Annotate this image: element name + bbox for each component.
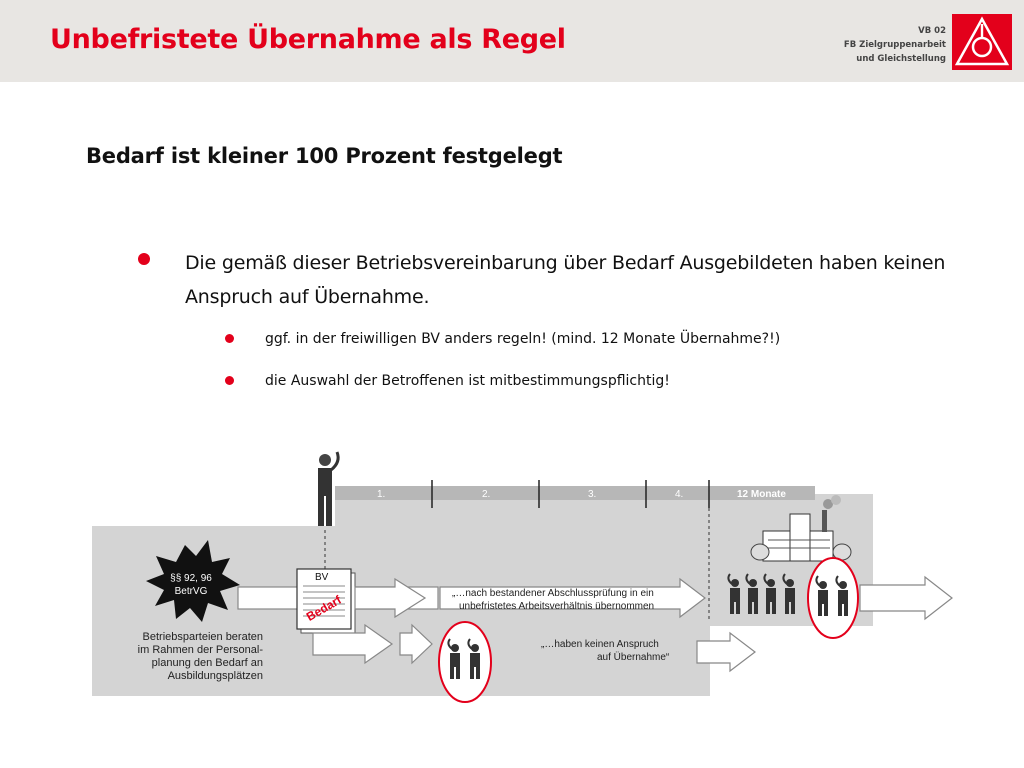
bullet-dot xyxy=(225,334,234,343)
timeline-label-12-months: 12 Monate xyxy=(737,489,786,500)
timeline-label-4: 4. xyxy=(675,489,684,500)
arrow-lower-text-line2: auf Übernahme“ xyxy=(597,652,670,663)
sub-bullet-text-2: die Auswahl der Betroffenen ist mitbestimmungspflichtig! xyxy=(265,373,670,389)
bullet-dot xyxy=(225,376,234,385)
timeline-label-2: 2. xyxy=(482,489,491,500)
bullet-dot xyxy=(138,253,150,265)
arrow-upper-text-line2: unbefristetes Arbeitsverhältnis übernommen xyxy=(459,601,655,612)
main-bullet-text: Die gemäß dieser Betriebsvereinbarung über Bedarf Ausgebildeten haben keinen Anspruch auf Übernahme. xyxy=(185,252,946,308)
timeline-label-1: 1. xyxy=(377,489,386,500)
caption-line-4: Ausbildungsplätzen xyxy=(167,670,263,682)
process-diagram xyxy=(0,440,1024,730)
org-line-1: VB 02 xyxy=(918,26,946,36)
caption-line-1: Betriebsparteien beraten xyxy=(142,631,263,643)
law-reference-line1: §§ 92, 96 xyxy=(170,573,212,584)
union-logo-icon xyxy=(952,14,1012,70)
page-title: Unbefristete Übernahme als Regel xyxy=(50,24,566,55)
org-line-2: FB Zielgruppenarbeit xyxy=(843,40,946,50)
org-line-3: und Gleichstellung xyxy=(856,54,946,64)
arrow-upper-text-line1: „…nach bestandener Abschlussprüfung in ein xyxy=(452,588,654,599)
sub-bullet-text-1: ggf. in der freiwilligen BV anders regeln! (mind. 12 Monate Übernahme?!) xyxy=(265,331,781,347)
org-unit-label xyxy=(844,24,946,66)
hired-apprentices-highlight xyxy=(808,558,858,638)
timeline-label-3: 3. xyxy=(588,489,597,500)
caption-line-2: im Rahmen der Personal- xyxy=(137,644,263,656)
caption-line-3: planung den Bedarf an xyxy=(151,657,263,669)
excluded-apprentices-highlight xyxy=(439,622,491,702)
law-reference-line2: BetrVG xyxy=(174,586,208,597)
section-heading: Bedarf ist kleiner 100 Prozent festgelegt xyxy=(86,144,563,168)
arrow-final-icon xyxy=(860,577,952,619)
document-label: BV xyxy=(315,572,329,583)
demand-stamp: Bedarf xyxy=(303,592,344,624)
arrow-lower-text-line1: „…haben keinen Anspruch xyxy=(541,639,659,650)
